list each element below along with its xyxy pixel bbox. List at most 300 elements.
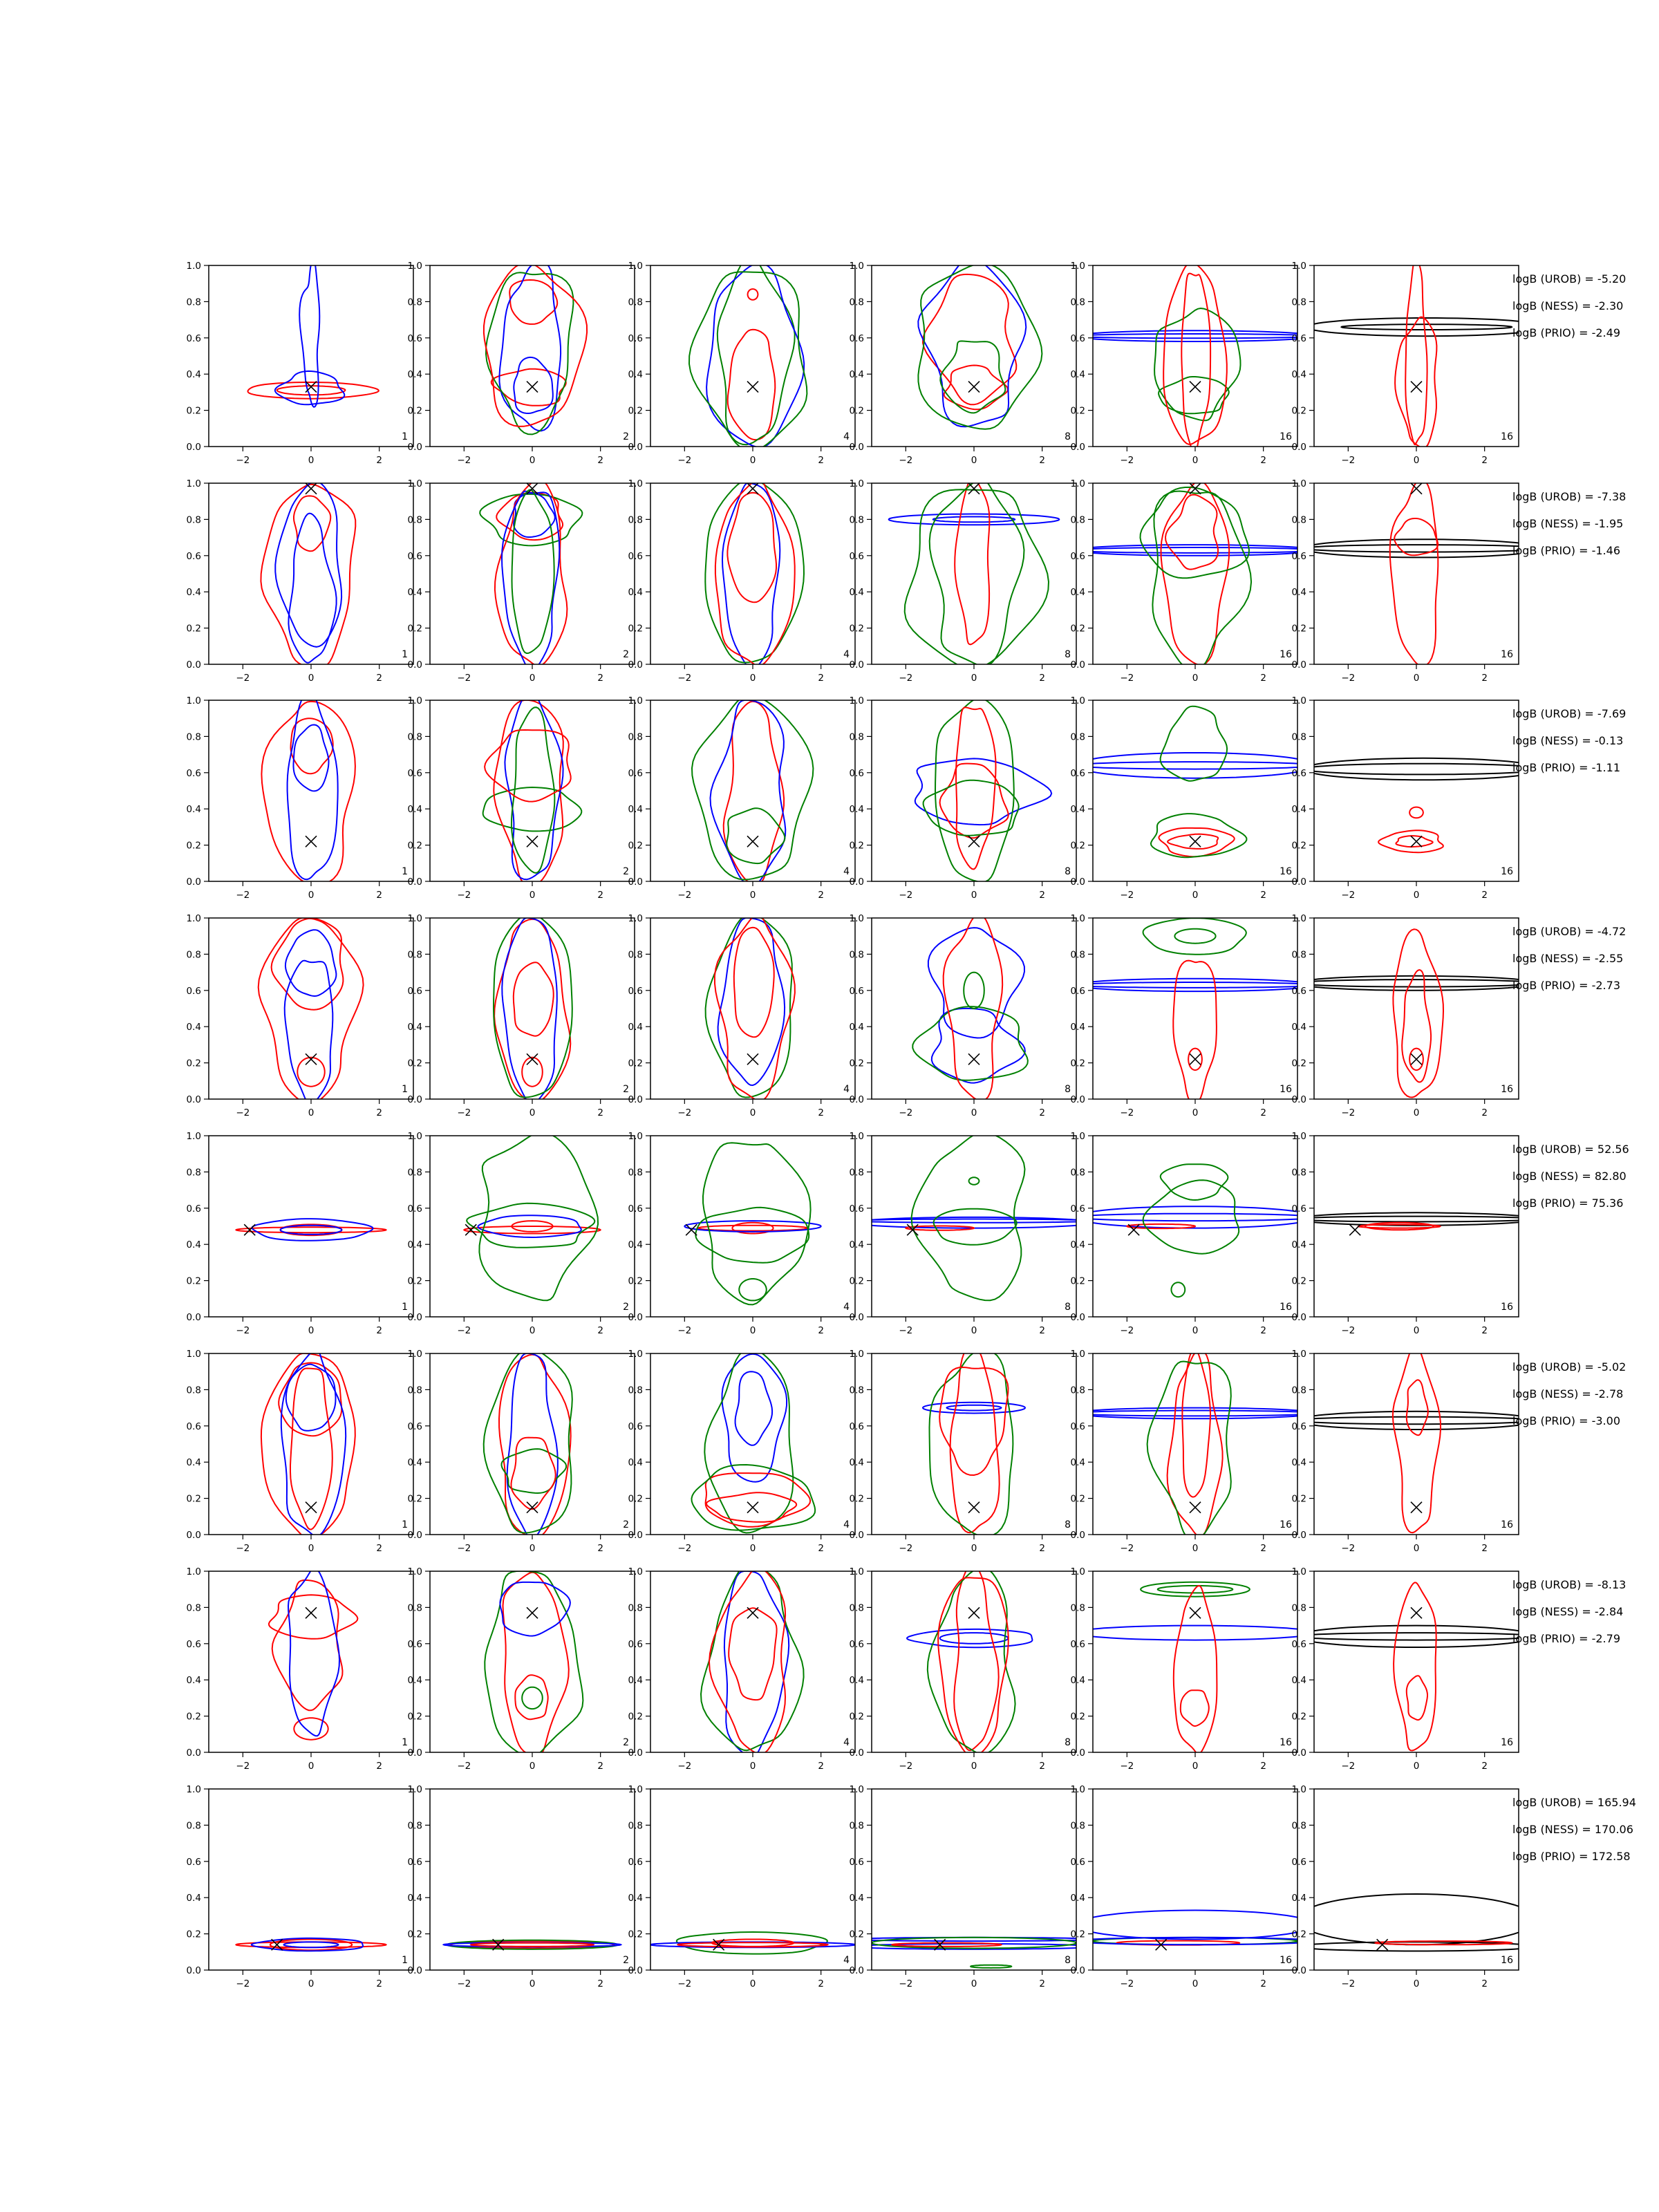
x-tick-label: 2 [818, 1761, 824, 1772]
y-tick-label: 0.6 [1291, 1421, 1306, 1432]
contour-green [494, 913, 572, 1098]
y-tick-label: 0.6 [628, 767, 643, 779]
contour-green [512, 707, 555, 873]
y-tick-label: 0.0 [186, 1965, 201, 1976]
panel-r3-c3 [628, 695, 855, 901]
x-tick-label: −2 [457, 1761, 471, 1772]
axes-frame [650, 483, 855, 664]
panel-label: 16 [1280, 1519, 1292, 1530]
y-tick-label: 1.0 [1070, 1784, 1085, 1795]
contour-red [259, 918, 364, 1104]
y-tick-label: 1.0 [849, 1349, 864, 1360]
y-tick-label: 0.6 [1070, 985, 1085, 997]
contour-green [1172, 1282, 1185, 1297]
contour-red [729, 1608, 776, 1700]
panel-label: 16 [1280, 866, 1292, 877]
y-tick-label: 1.0 [407, 1784, 422, 1795]
y-tick-label: 0.6 [186, 1638, 201, 1650]
contour-red [1161, 481, 1230, 665]
contour-blue [711, 700, 786, 886]
x-tick-label: 0 [1192, 1325, 1199, 1336]
contour-blue [507, 1353, 558, 1539]
contour-group [854, 1132, 1093, 1300]
y-tick-label: 1.0 [1070, 913, 1085, 924]
contour-group [480, 479, 582, 671]
x-tick-label: −2 [236, 1107, 250, 1118]
x-tick-label: −2 [236, 1543, 250, 1554]
y-tick-label: 0.2 [849, 840, 864, 852]
contour-black [1297, 1417, 1535, 1425]
contour-green [512, 490, 554, 654]
contour-group [259, 918, 364, 1105]
contour-blue [933, 517, 1015, 523]
y-tick-label: 0.6 [1291, 1203, 1306, 1215]
y-tick-label: 0.0 [1070, 442, 1085, 453]
bayes-factor-label: logB (PRIO) = -1.46 [1512, 544, 1620, 557]
y-tick-label: 0.8 [849, 514, 864, 526]
contour-group [1076, 1911, 1314, 1945]
y-tick-label: 0.0 [186, 1312, 201, 1323]
y-tick-label: 0.4 [628, 804, 643, 816]
contour-red [1393, 1346, 1441, 1533]
panel-r7-c3 [628, 1564, 855, 1772]
panel-label: 8 [1065, 1519, 1071, 1530]
y-tick-label: 0.6 [628, 1203, 643, 1215]
panel-r4-c5 [1071, 913, 1315, 1118]
truth-marker [747, 1502, 758, 1513]
y-tick-label: 0.6 [628, 1856, 643, 1868]
panel-label: 4 [843, 866, 850, 877]
x-tick-label: 2 [1481, 1325, 1488, 1336]
bayes-factor-label: logB (PRIO) = -2.49 [1512, 326, 1620, 339]
contour-green [718, 258, 795, 444]
contour-black [1304, 539, 1542, 557]
panel-r5-c1 [187, 1131, 413, 1336]
y-tick-label: 0.4 [1070, 587, 1085, 599]
y-tick-label: 0.6 [1291, 767, 1306, 779]
y-tick-label: 0.0 [407, 442, 422, 453]
y-tick-label: 0.2 [1070, 1929, 1085, 1940]
panel-r4-c4 [850, 913, 1076, 1118]
panel-label: 4 [843, 431, 850, 442]
bayes-factor-label: logB (UROB) = 52.56 [1512, 1143, 1629, 1156]
contour-red [509, 280, 557, 324]
y-tick-label: 0.0 [628, 1965, 643, 1976]
y-tick-label: 1.0 [186, 695, 201, 706]
y-tick-label: 0.8 [1291, 1602, 1306, 1614]
contour-black [1297, 1412, 1535, 1430]
y-tick-label: 0.8 [1291, 1385, 1306, 1396]
y-tick-label: 1.0 [407, 261, 422, 272]
y-tick-label: 0.0 [186, 659, 201, 671]
axes-frame [209, 265, 413, 447]
truth-marker [1411, 1502, 1422, 1513]
x-tick-label: 0 [971, 1761, 977, 1772]
panel-r1-c1 [187, 260, 413, 466]
y-tick-label: 1.0 [1291, 695, 1306, 706]
y-tick-label: 0.0 [1070, 877, 1085, 888]
y-tick-label: 0.0 [628, 1094, 643, 1105]
x-tick-label: −2 [899, 673, 913, 684]
y-tick-label: 0.6 [849, 1856, 864, 1868]
panel-r8-c4 [850, 1784, 1094, 1989]
panel-r8-c2 [408, 1784, 635, 1989]
truth-marker [968, 382, 980, 393]
contour-green [692, 1465, 816, 1530]
truth-marker [747, 382, 758, 393]
contour-green [1152, 491, 1251, 671]
y-tick-label: 0.6 [186, 1203, 201, 1215]
x-tick-label: −2 [677, 673, 692, 684]
panel-label: 2 [623, 866, 629, 877]
contour-blue [252, 1219, 373, 1241]
panel-r6-c4 [850, 1346, 1076, 1554]
truth-marker [1411, 1053, 1422, 1065]
axes-frame [650, 1571, 855, 1752]
panel-r4-c2 [408, 913, 635, 1118]
panel-r5-c5 [1071, 1131, 1315, 1336]
x-tick-label: 0 [308, 1761, 315, 1772]
y-tick-label: 0.6 [1291, 985, 1306, 997]
truth-marker [747, 836, 758, 847]
contour-red [940, 764, 1009, 838]
contour-group [650, 1932, 855, 1954]
contour-blue [907, 1629, 1032, 1647]
contour-red [494, 919, 570, 1103]
x-tick-label: 0 [749, 1325, 756, 1336]
contour-red [955, 476, 989, 644]
truth-marker [747, 1053, 758, 1065]
y-tick-label: 1.0 [628, 1566, 643, 1577]
panel-label: 2 [623, 1519, 629, 1530]
contour-red [261, 485, 355, 668]
y-tick-label: 0.4 [849, 587, 864, 599]
x-tick-label: 2 [1481, 1107, 1488, 1118]
panel-r6-c1 [187, 1349, 413, 1554]
axes-frame [872, 1136, 1076, 1317]
panel-label: 16 [1501, 866, 1513, 877]
y-tick-label: 0.8 [407, 1820, 422, 1832]
y-tick-label: 0.8 [1070, 1820, 1085, 1832]
contour-red [261, 1353, 355, 1539]
y-tick-label: 1.0 [849, 1131, 864, 1142]
x-tick-label: 2 [1039, 455, 1045, 466]
y-tick-label: 1.0 [1070, 261, 1085, 272]
panel-label: 8 [1065, 649, 1071, 660]
y-tick-label: 0.6 [628, 1421, 643, 1432]
contour-green [912, 1006, 1028, 1080]
contour-green [704, 1349, 793, 1533]
y-tick-label: 0.4 [849, 1022, 864, 1033]
y-tick-label: 0.0 [186, 1747, 201, 1759]
y-tick-label: 0.0 [628, 1747, 643, 1759]
y-tick-label: 0.2 [186, 1275, 201, 1287]
panel-r3-c1 [187, 693, 413, 901]
contour-black [1297, 1217, 1535, 1222]
y-tick-label: 0.4 [407, 1893, 422, 1904]
y-tick-label: 0.4 [628, 369, 643, 381]
contour-red [734, 928, 774, 1038]
y-tick-label: 0.8 [628, 731, 643, 743]
y-tick-label: 0.2 [1070, 623, 1085, 635]
bayes-factor-label: logB (UROB) = -7.69 [1512, 707, 1627, 720]
y-tick-label: 0.4 [849, 1675, 864, 1687]
y-tick-label: 0.2 [407, 1058, 422, 1069]
bayes-factor-label: logB (UROB) = -8.13 [1512, 1578, 1627, 1591]
y-tick-label: 1.0 [1291, 1349, 1306, 1360]
y-tick-label: 1.0 [1291, 1566, 1306, 1577]
y-tick-label: 0.6 [407, 332, 422, 344]
y-tick-label: 1.0 [1291, 1784, 1306, 1795]
contour-green [912, 1132, 1025, 1300]
y-tick-label: 0.4 [628, 1675, 643, 1687]
y-tick-label: 0.2 [628, 1058, 643, 1069]
contour-green [483, 787, 582, 831]
contour-red [491, 369, 566, 406]
contour-red [1181, 274, 1210, 453]
truth-marker [306, 1502, 317, 1513]
y-tick-label: 1.0 [1070, 1131, 1085, 1142]
y-tick-label: 0.0 [1291, 1530, 1306, 1541]
contour-group [907, 1564, 1032, 1756]
y-tick-label: 1.0 [628, 261, 643, 272]
axes-frame [1093, 700, 1297, 881]
y-tick-label: 0.8 [628, 949, 643, 961]
panel-label: 4 [843, 1955, 850, 1966]
panel-r6-c2 [408, 1349, 635, 1554]
y-tick-label: 0.2 [1291, 623, 1306, 635]
y-tick-label: 0.4 [186, 1457, 201, 1469]
truth-marker [306, 1607, 317, 1618]
panel-r8-c5 [1071, 1784, 1315, 1989]
y-tick-label: 1.0 [186, 1349, 201, 1360]
y-tick-label: 0.2 [1070, 840, 1085, 852]
y-tick-label: 0.2 [186, 405, 201, 417]
y-tick-label: 0.0 [628, 1312, 643, 1323]
y-tick-label: 0.2 [1291, 1058, 1306, 1069]
contour-red [954, 1564, 999, 1750]
y-tick-label: 0.6 [1291, 1638, 1306, 1650]
y-tick-label: 0.4 [1291, 1893, 1306, 1904]
contour-red [1396, 836, 1432, 847]
y-tick-label: 0.8 [407, 1602, 422, 1614]
panel-r2-c3 [628, 478, 855, 684]
y-tick-label: 0.8 [1070, 1167, 1085, 1179]
y-tick-label: 0.8 [849, 1820, 864, 1832]
y-tick-label: 0.6 [186, 1856, 201, 1868]
contour-green [1159, 377, 1229, 413]
x-tick-label: 2 [597, 455, 603, 466]
y-tick-label: 0.2 [407, 1929, 422, 1940]
y-tick-label: 0.2 [407, 623, 422, 635]
y-tick-label: 0.6 [186, 332, 201, 344]
y-tick-label: 0.2 [628, 1275, 643, 1287]
axes-frame [1314, 700, 1519, 881]
y-tick-label: 0.2 [628, 1929, 643, 1940]
y-tick-label: 0.2 [1291, 405, 1306, 417]
y-tick-label: 0.8 [186, 731, 201, 743]
panel-r1-c6 [1292, 258, 1546, 466]
x-tick-label: 2 [1039, 1107, 1045, 1118]
y-tick-label: 0.2 [628, 840, 643, 852]
axes-frame [650, 700, 855, 881]
axes-frame [872, 700, 1076, 881]
axes-frame [650, 1136, 855, 1317]
bayes-factor-label: logB (NESS) = -2.78 [1512, 1387, 1624, 1400]
y-tick-label: 0.0 [849, 1312, 864, 1323]
contour-blue [288, 514, 336, 663]
contour-green [480, 494, 582, 546]
y-tick-label: 0.2 [407, 1711, 422, 1723]
x-tick-label: 2 [1260, 1107, 1266, 1118]
x-tick-label: −2 [457, 1107, 471, 1118]
contour-red [950, 1346, 1000, 1533]
truth-marker [686, 1224, 697, 1235]
x-tick-label: 2 [376, 1325, 382, 1336]
contour-green [703, 1143, 811, 1304]
contour-blue [514, 493, 555, 537]
x-tick-label: 0 [529, 455, 536, 466]
contour-group [1076, 918, 1314, 1105]
x-tick-label: 2 [597, 1543, 603, 1554]
x-tick-label: 2 [818, 673, 824, 684]
y-tick-label: 0.0 [407, 1530, 422, 1541]
y-tick-label: 0.2 [407, 1493, 422, 1505]
y-tick-label: 0.6 [1070, 1638, 1085, 1650]
y-tick-label: 0.0 [186, 442, 201, 453]
y-tick-label: 1.0 [1070, 1566, 1085, 1577]
y-tick-label: 0.0 [1070, 659, 1085, 671]
axes-frame [1093, 1571, 1297, 1752]
y-tick-label: 0.4 [849, 804, 864, 816]
y-tick-label: 0.6 [849, 767, 864, 779]
panel-r7-c6 [1292, 1566, 1536, 1772]
contour-green [467, 1203, 594, 1248]
y-tick-label: 0.2 [186, 1711, 201, 1723]
contour-green [1141, 487, 1250, 578]
y-tick-label: 0.6 [407, 1638, 422, 1650]
y-tick-label: 1.0 [1291, 1131, 1306, 1142]
panel-r5-c4 [850, 1131, 1094, 1336]
panel-label: 1 [402, 1084, 408, 1095]
y-tick-label: 0.8 [1070, 297, 1085, 308]
contour-blue [252, 1938, 363, 1951]
panel-label: 2 [623, 1084, 629, 1095]
panel-r7-c5 [1071, 1566, 1315, 1772]
y-tick-label: 0.4 [407, 1675, 422, 1687]
contour-red [1168, 834, 1218, 849]
y-tick-label: 0.4 [1070, 1022, 1085, 1033]
contour-blue [854, 1219, 1093, 1223]
truth-marker [1190, 1607, 1201, 1618]
x-tick-label: −2 [236, 1761, 250, 1772]
y-tick-label: 0.0 [186, 877, 201, 888]
x-tick-label: −2 [236, 890, 250, 901]
contour-green [969, 1177, 980, 1184]
y-tick-label: 0.4 [186, 369, 201, 381]
x-tick-label: 0 [1413, 1978, 1420, 1989]
x-tick-label: 0 [971, 455, 977, 466]
x-tick-label: 2 [1260, 890, 1266, 901]
y-tick-label: 1.0 [407, 695, 422, 706]
contour-blue [1076, 334, 1314, 338]
x-tick-label: 0 [308, 1978, 315, 1989]
y-tick-label: 0.4 [1070, 804, 1085, 816]
x-tick-label: 2 [1481, 1761, 1488, 1772]
contour-green [964, 973, 984, 1009]
truth-marker [968, 1502, 980, 1513]
x-tick-label: 2 [376, 1978, 382, 1989]
contour-red [495, 479, 568, 666]
y-tick-label: 1.0 [407, 478, 422, 489]
x-tick-label: 0 [1413, 1325, 1420, 1336]
y-tick-label: 0.8 [1070, 949, 1085, 961]
x-tick-label: −2 [1120, 1325, 1134, 1336]
panel-label: 4 [843, 1519, 850, 1530]
y-tick-label: 0.4 [849, 369, 864, 381]
contour-red [1409, 807, 1423, 818]
y-tick-label: 0.8 [186, 1602, 201, 1614]
x-tick-label: 2 [1260, 1543, 1266, 1554]
x-tick-label: −2 [899, 1107, 913, 1118]
contour-red [294, 496, 330, 551]
x-tick-label: −2 [677, 890, 692, 901]
bayes-factor-label: logB (UROB) = -5.20 [1512, 272, 1627, 285]
y-tick-label: 0.6 [186, 985, 201, 997]
x-tick-label: −2 [236, 455, 250, 466]
x-tick-label: −2 [677, 1761, 692, 1772]
y-tick-label: 1.0 [849, 913, 864, 924]
contour-group [889, 476, 1060, 668]
x-tick-label: −2 [1120, 673, 1134, 684]
bayes-factor-label: logB (NESS) = 170.06 [1512, 1823, 1633, 1836]
y-tick-label: 1.0 [186, 1131, 201, 1142]
x-tick-label: 0 [529, 1325, 536, 1336]
truth-marker [272, 1939, 283, 1950]
y-tick-label: 0.6 [1070, 550, 1085, 562]
y-tick-label: 0.2 [1291, 1275, 1306, 1287]
contour-black [1304, 545, 1542, 552]
y-tick-label: 1.0 [407, 913, 422, 924]
contour-red [1163, 263, 1227, 444]
contour-red [1405, 258, 1427, 444]
y-tick-label: 0.0 [628, 659, 643, 671]
x-tick-label: 0 [1413, 1543, 1420, 1554]
contour-blue [285, 930, 337, 996]
x-tick-label: 2 [1260, 1761, 1266, 1772]
contour-group [236, 1938, 386, 1951]
y-tick-label: 0.4 [1070, 1457, 1085, 1469]
x-tick-label: −2 [1341, 1107, 1356, 1118]
x-tick-label: −2 [677, 1325, 692, 1336]
contour-blue [1076, 753, 1314, 778]
panel-label: 1 [402, 866, 408, 877]
panel-r8-c1 [187, 1784, 413, 1989]
contour-red [279, 1363, 341, 1436]
y-tick-label: 0.8 [1070, 731, 1085, 743]
contour-green [934, 1209, 1017, 1245]
x-tick-label: 0 [1413, 455, 1420, 466]
contour-green [1174, 929, 1215, 944]
y-tick-label: 0.0 [1291, 1312, 1306, 1323]
y-tick-label: 0.6 [407, 1421, 422, 1432]
axes-frame [209, 918, 413, 1099]
x-tick-label: 2 [376, 1107, 382, 1118]
y-tick-label: 0.2 [407, 840, 422, 852]
contour-red [512, 1438, 556, 1510]
contour-blue [1076, 982, 1314, 988]
y-tick-label: 0.8 [1291, 514, 1306, 526]
